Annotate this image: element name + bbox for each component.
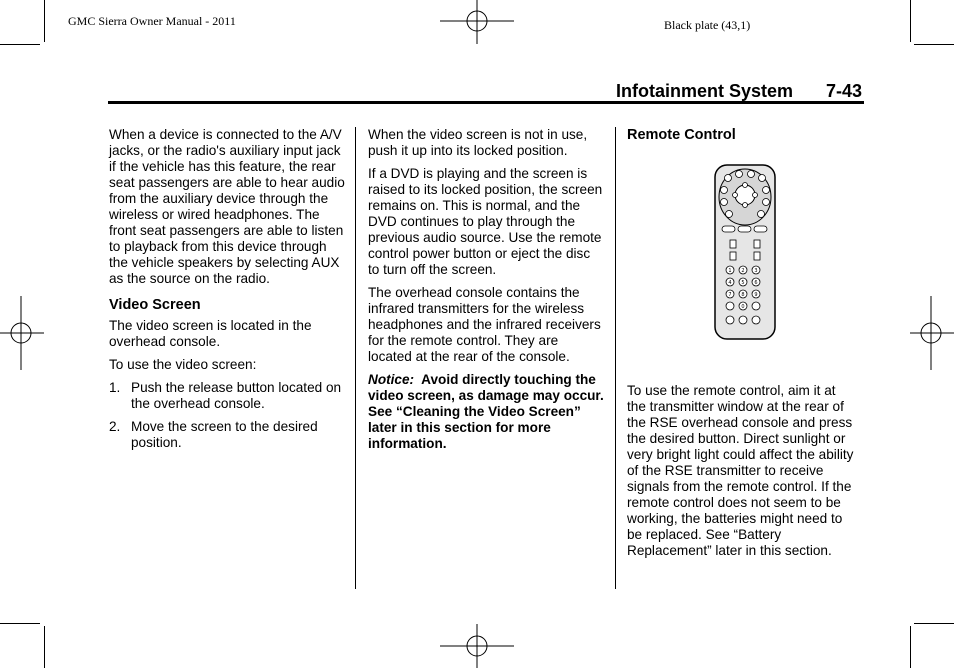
keypad-label: 2 — [741, 268, 745, 274]
keypad-label: 7 — [728, 292, 732, 298]
crop-mark — [44, 0, 45, 42]
keypad-label: 4 — [728, 280, 732, 286]
crop-mark — [910, 626, 911, 668]
paragraph: The video screen is located in the overhead console. — [109, 318, 312, 349]
crop-mark — [914, 44, 954, 45]
notice — [368, 372, 604, 452]
crop-mark — [914, 623, 954, 624]
crop-mark — [44, 626, 45, 668]
list-item — [109, 380, 349, 412]
page-number: 7-43 — [826, 81, 863, 101]
notice-text: Avoid directly touching the video screen, as damage may occur. See “Cleaning the Video Screen” later in this section for more information. — [368, 372, 604, 451]
list-text: Move the screen to the desired position. — [131, 419, 318, 450]
list-text: Push the release button located on the overhead console. — [131, 380, 342, 411]
video-screen-heading: Video Screen — [109, 297, 201, 313]
paragraph: The overhead console contains the infrared transmitters for the wireless headphones and the infrared receivers for the remote control. They are located at the rear of the console. — [368, 285, 601, 364]
list-number: 1. — [109, 380, 121, 395]
keypad-label: 8 — [741, 292, 745, 298]
list-number: 2. — [109, 419, 121, 434]
column-divider — [355, 127, 356, 589]
remote-control-illustration — [627, 148, 857, 353]
header-rule — [108, 101, 864, 104]
keypad-label: 1 — [728, 268, 732, 274]
keypad-label: 0 — [741, 304, 745, 310]
keypad-label: 9 — [754, 292, 758, 298]
notice-label: Notice: — [368, 372, 415, 387]
list-item — [109, 419, 349, 451]
plate-label: Black plate (43,1) — [664, 18, 751, 32]
crop-mark — [910, 0, 911, 42]
column-3 — [627, 127, 857, 566]
registration-mark-icon — [440, 0, 514, 44]
column-1 — [109, 127, 349, 458]
paragraph: If a DVD is playing and the screen is raised to its locked position, the screen remains on. This is normal, and the DVD continues to play through the previous audio source. Use the remote control power button or eject the disc to turn off the screen. — [368, 166, 603, 277]
column-2 — [368, 127, 604, 459]
registration-mark-icon — [0, 296, 44, 370]
keypad-label: 6 — [754, 280, 758, 286]
remote-control-icon — [714, 164, 776, 340]
paragraph: When the video screen is not in use, push it up into its locked position. — [368, 127, 588, 158]
document-title: GMC Sierra Owner Manual - 2011 — [68, 14, 236, 28]
keypad-label: 5 — [741, 280, 745, 286]
registration-mark-icon — [910, 296, 954, 370]
section-title: Infotainment System — [616, 81, 794, 101]
paragraph: To use the video screen: — [109, 357, 257, 372]
keypad-label: 3 — [754, 268, 758, 274]
paragraph: To use the remote control, aim it at the transmitter window at the rear of the RSE overhead console and press the desired button. Direct sunlight or very bright light could affect the ability of the RSE transmitter to receive signals from the remote control. If the remote control does not seem to be working, the batteries might need to be replaced. See “Battery Replacement” later in this section. — [627, 383, 854, 558]
crop-mark — [0, 44, 40, 45]
crop-mark — [0, 623, 40, 624]
registration-mark-icon — [440, 624, 514, 668]
intro-paragraph: When a device is connected to the A/V jacks, or the radio's auxiliary input jack if the vehicle has this feature, the rear seat passengers are able to hear audio from the auxiliary device through the wireless or wired headphones. The front seat passengers are able to listen to playback from this device through the vehicle speakers by selecting AUX as the source on the radio. — [109, 127, 345, 286]
remote-control-heading: Remote Control — [627, 127, 736, 143]
column-divider — [615, 127, 616, 589]
